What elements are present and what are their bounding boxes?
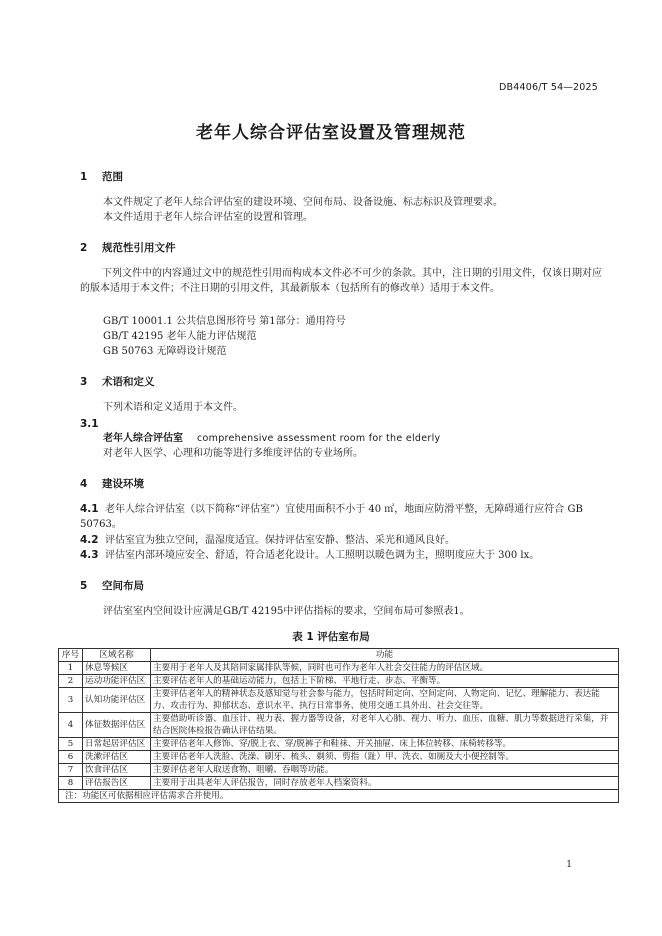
table-row [59, 713, 619, 738]
document-title: 老年人综合评估室设置及管理规范 [196, 123, 466, 143]
table-header-cell: 序号 [59, 649, 83, 662]
section-5-heading [80, 578, 144, 593]
area-name: 认知功能评估区 [83, 688, 151, 713]
row-number: 2 [59, 675, 83, 688]
table-title: 表 1 评估室布局 [292, 631, 370, 643]
row-number: 7 [59, 764, 83, 777]
area-function: 主要评估老年人取送食物、咀嚼、吞咽等功能。 [151, 764, 619, 777]
section-1-heading [80, 169, 123, 184]
clause-number: 4.3 [80, 549, 99, 561]
page-number: 1 [566, 860, 572, 870]
section-2-heading [80, 240, 176, 255]
section-1-para-2: 本文件适用于老年人综合评估室的设置和管理。 [103, 212, 313, 223]
table-header-row [59, 649, 619, 662]
term-number: 3.1 [80, 418, 99, 430]
layout-table [58, 648, 619, 803]
area-name: 评估报告区 [83, 777, 151, 790]
area-function: 主要用于老年人及其陪同家属排队等候，同时也可作为老年人社会交往能力的评估区域。 [151, 662, 619, 675]
reference-2: GB/T 42195 老年人能力评估规范 [103, 331, 257, 342]
section-number: 2 [80, 242, 88, 254]
section-5-para-1: 评估室室内空间设计应满足GB/T 42195中评估指标的要求，空间布局可参照表1。 [103, 606, 470, 617]
table-note: 注：功能区可依据相应评估需求合并使用。 [59, 790, 619, 803]
section-number: 5 [80, 580, 88, 592]
clause-4-2 [80, 533, 455, 548]
table-row [59, 675, 619, 688]
term-entry [103, 431, 440, 446]
section-2-para-1: 下列文件中的内容通过文中的规范性引用而构成本文件必不可少的条款。其中，注日期的引用文件，仅该日期对应的版本适用于本文件；不注日期的引用文件，其最新版本（包括所有的修改单）适用于本文件。 [80, 268, 602, 294]
term-chinese: 老年人综合评估室 [103, 433, 183, 444]
clause-text: 评估室内部环境应安全、舒适，符合适老化设计。人工照明以暖色调为主，照明度应大于 300 lx。 [104, 550, 540, 561]
section-title: 空间布局 [102, 580, 144, 592]
clause-text: 评估室宜为独立空间，温湿度适宜。保持评估室安静、整洁、采光和通风良好。 [104, 535, 455, 546]
table-header-cell: 功能 [151, 649, 619, 662]
area-function: 主要评估老年人的基础运动能力，包括上下阶梯、平地行走、步态、平衡等。 [151, 675, 619, 688]
term-definition: 对老年人医学、心理和功能等进行多维度评估的专业场所。 [103, 448, 363, 459]
section-number: 3 [80, 376, 88, 388]
reference-3: GB 50763 无障碍设计规范 [103, 346, 227, 357]
row-number: 1 [59, 662, 83, 675]
section-4-heading [80, 476, 144, 491]
section-title: 建设环境 [102, 478, 144, 490]
row-number: 3 [59, 688, 83, 713]
table-row [59, 738, 619, 751]
clause-4-3 [80, 548, 539, 563]
section-3-heading [80, 374, 155, 389]
area-name: 日常起居评估区 [83, 738, 151, 751]
section-title: 范围 [102, 171, 123, 183]
area-name: 饮食评估区 [83, 764, 151, 777]
table-note-row [59, 790, 619, 803]
row-number: 6 [59, 751, 83, 764]
clause-4-1 [80, 502, 602, 532]
area-name: 运动功能评估区 [83, 675, 151, 688]
section-title: 规范性引用文件 [102, 242, 176, 254]
clause-text: 老年人综合评估室（以下简称“评估室”）宜使用面积不小于 40 ㎡，地面应防滑平整，无障碍通行应符合 GB 50763。 [80, 504, 583, 530]
area-function: 主要评估老年人洗脸、洗澡、刷牙、梳头、剃须、剪指（趾）甲、洗衣、如厕及大小便控制等。 [151, 751, 619, 764]
row-number: 8 [59, 777, 83, 790]
area-function: 主要用于出具老年人评估报告，同时存放老年人档案资料。 [151, 777, 619, 790]
area-function: 主要评估老年人的精神状态及感知觉与社会参与能力，包括时间定向、空间定向、人物定向、记忆、理解能力、表达能力、攻击行为、抑郁状态、意识水平、执行日常事务、使用交通工具外出、社会交往等。 [151, 688, 619, 713]
table-row [59, 751, 619, 764]
table-row [59, 662, 619, 675]
section-3-para-1: 下列术语和定义适用于本文件。 [103, 402, 243, 413]
area-name: 体征数据评估区 [83, 713, 151, 738]
area-name: 洗漱评估区 [83, 751, 151, 764]
table-row [59, 777, 619, 790]
clause-number: 4.2 [80, 534, 99, 546]
table-header-cell: 区域名称 [83, 649, 151, 662]
area-name: 休息等候区 [83, 662, 151, 675]
clause-number: 4.1 [80, 503, 99, 515]
table-row [59, 764, 619, 777]
section-title: 术语和定义 [102, 376, 155, 388]
standard-code: DB4406/T 54—2025 [499, 82, 598, 93]
row-number: 5 [59, 738, 83, 751]
area-function: 主要借助听诊器、血压计、视力表、握力器等设备，对老年人心肺、视力、听力、血压、血糖、肌力等数据进行采集，并结合医院体检报告确认评估结果。 [151, 713, 619, 738]
row-number: 4 [59, 713, 83, 738]
reference-1: GB/T 10001.1 公共信息图形符号 第1部分：通用符号 [103, 316, 346, 327]
section-number: 4 [80, 478, 88, 490]
area-function: 主要评估老年人修饰、穿/脱上衣、穿/脱裤子和鞋袜、开关抽屉、床上体位转移、床椅转移等。 [151, 738, 619, 751]
term-english: comprehensive assessment room for the elderly [197, 433, 441, 444]
table-row [59, 688, 619, 713]
section-1-para-1: 本文件规定了老年人综合评估室的建设环境、空间布局、设备设施、标志标识及管理要求。 [103, 197, 503, 208]
section-number: 1 [80, 171, 88, 183]
